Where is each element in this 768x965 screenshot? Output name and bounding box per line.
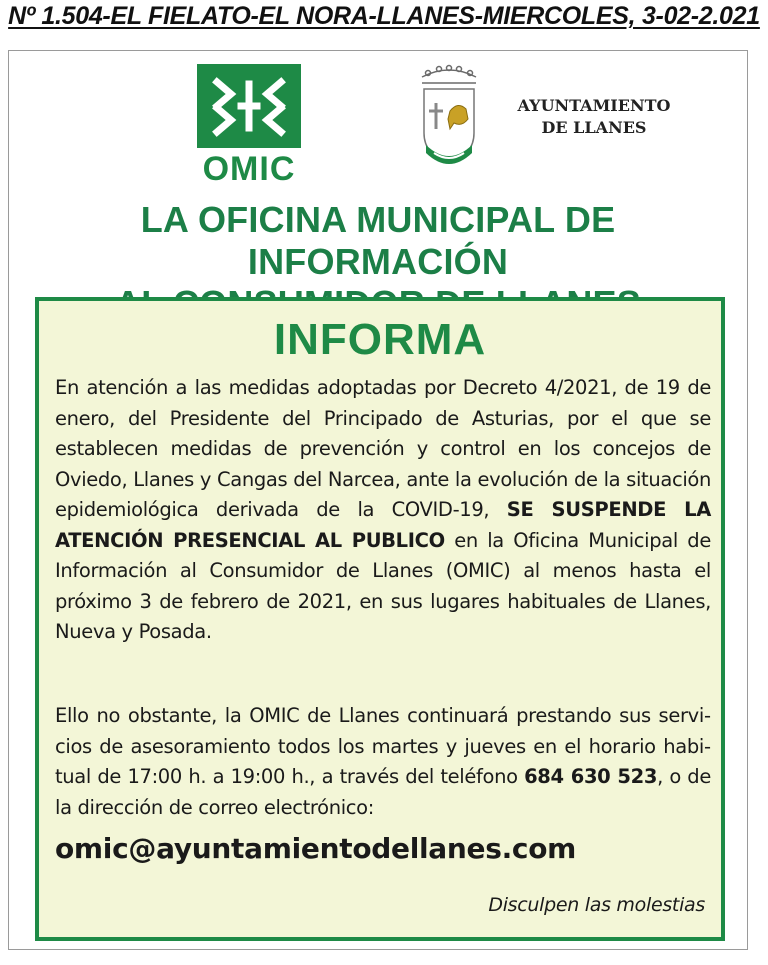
ayuntamiento-line1: AYUNTAMIENTO — [517, 96, 671, 115]
p2-text-b: , o de la dirección de correo electrónico: — [55, 765, 711, 819]
omic-logo-label: OMIC — [202, 150, 296, 188]
phone-number: 684 630 523 — [524, 765, 658, 788]
closing-text: Disculpen las molestias — [488, 894, 705, 916]
p1-text-a: En atención a las medidas adoptadas por Decreto 4/2021, de 19 de enero, del Presidente del Principado de Asturias, por el que se establecen medidas de prevención y control en los concejos de Oviedo, Llanes y Cangas del Narcea, ante la evolución de la situación epidemiológica derivada de la COVID-19, — [55, 376, 711, 521]
header-text: Nº 1.504-EL FIELATO-EL NORA-LLANES-MIERCOLES, 3-02-2.021 — [8, 2, 760, 30]
title-line1: LA OFICINA MUNICIPAL DE INFORMACIÓN — [140, 199, 616, 282]
newspaper-header — [0, 2, 768, 31]
notice-paragraph-2 — [55, 701, 711, 823]
omic-emblem-icon — [197, 64, 301, 148]
p1-bold-text: SE SUSPENDE LA ATENCIÓN PRESENCIAL AL PUBLICO — [55, 498, 712, 552]
p1-text-b: en la Oficina Municipal de Información al Consumidor de Llanes (OMIC) al menos hasta el próximo 3 de febrero de 2021, en sus lugares habituales de Llanes, Nueva y Posada. — [55, 528, 711, 643]
omic-logo — [197, 64, 301, 188]
notice-paragraph-1 — [55, 373, 711, 648]
email-address: omic@ayuntamientodellanes.com — [55, 832, 577, 865]
notice-heading: INFORMA — [273, 315, 487, 364]
notice-panel — [35, 297, 725, 941]
ayuntamiento-label — [504, 95, 684, 139]
p2-text-a: Ello no obstante, la OMIC de Llanes continuará prestando sus servicios de asesoramiento todos los martes y jueves en el horario habitual de 17:00 h. a 19:00 h., a través del teléfono — [55, 704, 711, 788]
ayuntamiento-line2: DE LLANES — [541, 118, 647, 137]
advertisement-card — [8, 50, 748, 950]
llanes-coat-of-arms-icon — [414, 63, 484, 181]
